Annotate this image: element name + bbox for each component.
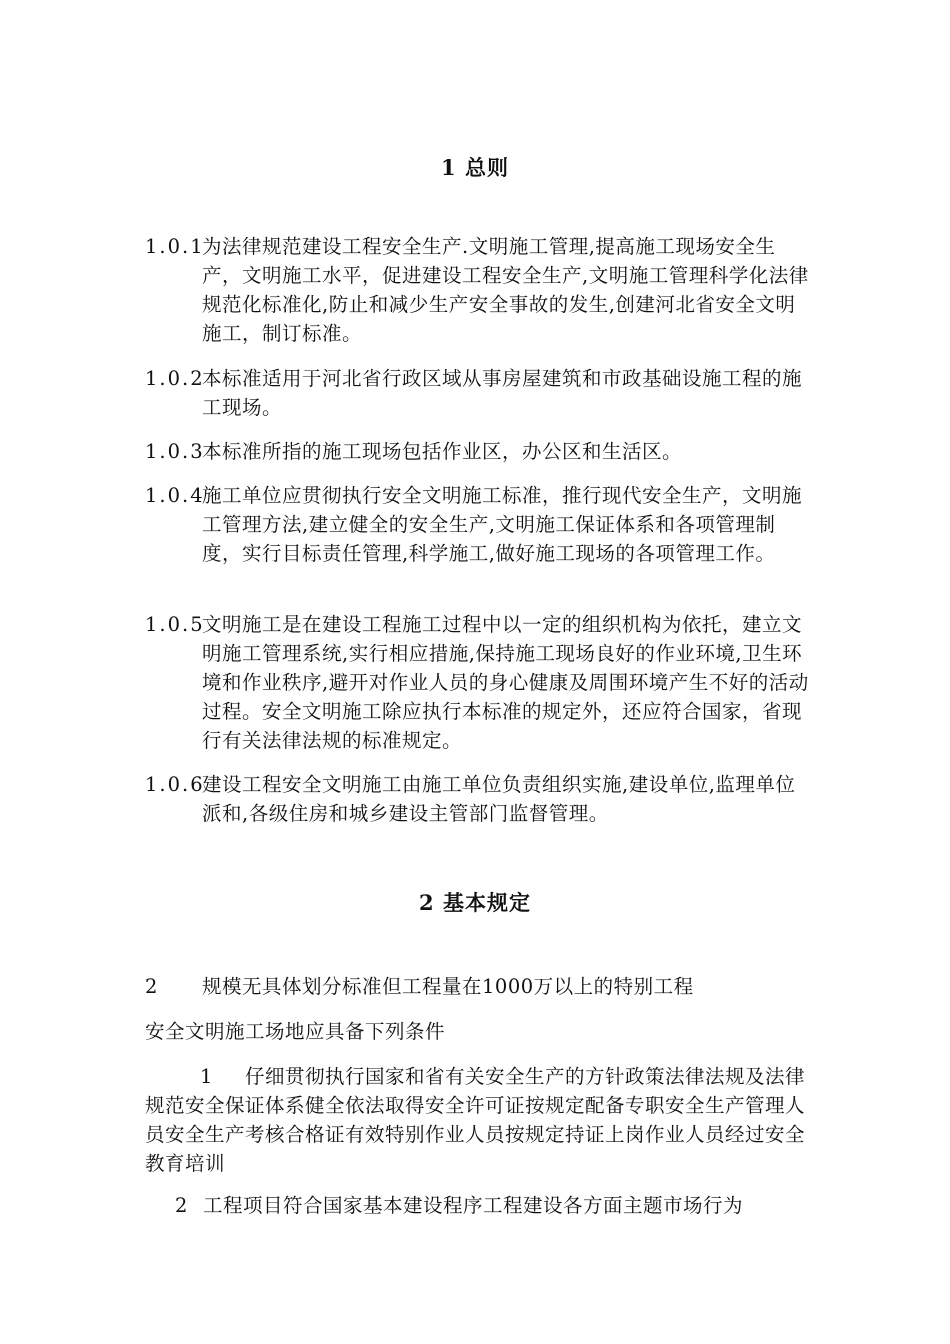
clause-text: 施工单位应贯彻执行安全文明施工标准，推行现代安全生产，文明施工管理方法,建立健全的安全生产,文明施工保证体系和各项管理制度，实行目标责任管理,科学施工,做好施工现场的各项管理工作。 <box>202 484 803 565</box>
clause-number: 1.0.4 <box>145 484 205 507</box>
clause-number: 1.0.3 <box>145 440 205 463</box>
condition-item-1 <box>145 1062 815 1178</box>
condition-item-2 <box>145 1191 815 1220</box>
section-2-title: 2 基本规定 <box>419 890 531 915</box>
paragraph-text: 安全文明施工场地应具备下列条件 <box>145 1020 446 1043</box>
clause-text: 文明施工是在建设工程施工过程中以一定的组织机构为依托，建立文明施工管理系统,实行相应措施,保持施工现场良好的作业环境,卫生环境和作业秩序,避开对作业人员的身心健康及周围环境产生不好的活动过程。安全文明施工除应执行本标准的规定外，还应符合国家，省现行有关法律法规的标准规定。 <box>202 613 809 752</box>
clause-number: 1.0.6 <box>145 773 205 796</box>
clause-1-0-5 <box>145 610 815 755</box>
item-text: 仔细贯彻执行国家和省有关安全生产的方针政策法律法规及法律规范安全保证体系健全依法取得安全许可证按规定配备专职安全生产管理人员安全生产考核合格证有效特别作业人员按规定持证上岗作业人员经过安全教育培训 <box>145 1065 806 1175</box>
item-number: 1 <box>200 1065 213 1088</box>
clause-1-0-2 <box>145 364 815 422</box>
clause-text: 为法律规范建设工程安全生产.文明施工管理,提高施工现场安全生产，文明施工水平，促进建设工程安全生产,文明施工管理科学化法律规范化标准化,防止和减少生产安全事故的发生,创建河北省安全文明施工，制订标准。 <box>202 235 809 345</box>
clause-number: 1.0.2 <box>145 367 205 390</box>
paragraph-2 <box>145 972 815 1001</box>
paragraph-number: 2 <box>145 975 158 998</box>
item-number: 2 <box>175 1194 188 1217</box>
clause-text: 本标准适用于河北省行政区域从事房屋建筑和市政基础设施工程的施工现场。 <box>202 367 803 419</box>
clause-1-0-3 <box>145 437 815 466</box>
clause-number: 1.0.5 <box>145 613 205 636</box>
section-1-title: 1 总则 <box>441 155 509 180</box>
paragraph-text: 规模无具体划分标准但工程量在1000万以上的特别工程 <box>202 975 694 998</box>
clause-1-0-1 <box>145 232 815 348</box>
clause-1-0-4 <box>145 481 815 568</box>
paragraph-conditions-intro <box>145 1017 815 1046</box>
item-text: 工程项目符合国家基本建设程序工程建设各方面主题市场行为 <box>203 1194 744 1217</box>
clause-text: 本标准所指的施工现场包括作业区，办公区和生活区。 <box>202 440 683 463</box>
clause-number: 1.0.1 <box>145 235 205 258</box>
clause-1-0-6 <box>145 770 815 828</box>
clause-text: 建设工程安全文明施工由施工单位负责组织实施,建设单位,监理单位派和,各级住房和城乡建设主管部门监督管理。 <box>202 773 796 825</box>
